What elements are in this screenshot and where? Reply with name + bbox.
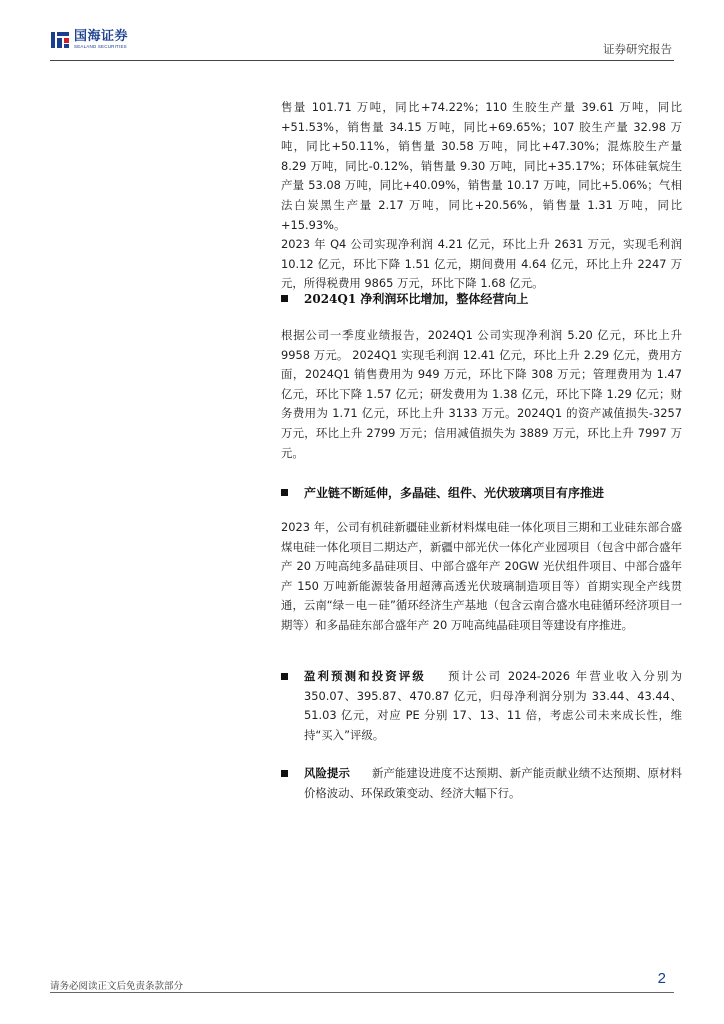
logo-chinese-name: 国海证券 — [74, 29, 129, 45]
section-industry-content — [281, 518, 682, 636]
section-title: 2024Q1 净利润环比增加，整体经营向上 — [304, 292, 529, 306]
section-heading-industry-chain — [281, 484, 604, 501]
company-logo — [50, 30, 128, 50]
risk-text: 新产能建设进度不达预期、新产能贡献业绩不达预期、原材料价格波动、环保政策变动、经济大幅下行。 — [304, 766, 682, 800]
q1-results-paragraph: 根据公司一季度业绩报告，2024Q1 公司实现净利润 5.20 亿元，环比上升 9958 万元。 2024Q1 实现毛利润 12.41 亿元，环比上升 2.29 亿元，费用方面，2024Q1 销售费用为 949 万元，环比下降 308 万元；管理费用为 1.47 亿元，环比下降 1.57 亿元；研发费用为 1.38 亿元，环比下降 1.29 亿元；财务费用为 1.71 亿元，环比上升 3133 万元。2024Q1 的资产减值损失-3257 万元，环比上升 2799 万元；信用减值损失为 3889 万元，环比上升 7997 万元。 — [281, 328, 682, 460]
header-divider — [50, 60, 674, 61]
section-q1-content — [281, 326, 682, 463]
production-sales-paragraph: 售量 101.71 万吨，同比+74.22%；110 生胶生产量 39.61 万吨，同比+51.53%，销售量 34.15 万吨，同比+69.65%；107 胶生产量 32.98 万吨，同比+50.11%，销售量 30.58 万吨，同比+47.30%；混炼胶生产量 8.29 万吨，同比-0.12%，销售量 9.30 万吨，同比+35.17%；环体硅氧烷生产量 53.08 万吨，同比+40.09%，销售量 10.17 万吨，同比+5.06%；气相法白炭黑生产量 2.17 万吨，同比+20.56%，销售量 1.31 万吨，同比+15.93%。 — [281, 100, 682, 232]
footer-disclaimer: 请务必阅读正文后免责条款部分 — [50, 981, 184, 992]
intro-content — [281, 98, 682, 294]
forecast-text: 预计公司 2024-2026 年营业收入分别为 350.07、395.87、470.87 亿元，归母净利润分别为 33.44、43.44、51.03 亿元，对应 PE 分别 17、13、11 倍，考虑公司未来成长性，维持“买入”评级。 — [304, 669, 682, 742]
section-heading-q1 — [281, 290, 528, 307]
page-header — [0, 0, 724, 62]
bullet-square-icon — [281, 489, 288, 496]
footer-divider — [50, 992, 674, 993]
forecast-title: 盈利预测和投资评级 — [304, 669, 426, 683]
document-type-label: 证券研究报告 — [603, 42, 672, 56]
logo-english-name: SEALAND SECURITIES — [74, 44, 127, 50]
sealand-logo-icon — [50, 30, 70, 50]
projects-paragraph: 2023 年，公司有机硅新疆硅业新材料煤电硅一体化项目三期和工业硅东部合盛煤电硅一体化项目二期达产，新疆中部光伏一体化产业园项目（包含中部合盛年产 20 万吨高纯多晶硅项目、中部合盛年产 20GW 光伏组件项目、中部合盛年产 150 万吨新能源装备用超薄高透光伏玻璃制造项目等）首期实现全产线贯通，云南“绿－电－硅”循环经济生产基地（包含云南合盛水电硅循环经济项目一期等）和多晶硅东部合盛年产 20 万吨高纯晶硅项目等建设有序推进。 — [281, 520, 682, 632]
section-title: 产业链不断延伸，多晶硅、组件、光伏玻璃项目有序推进 — [304, 486, 605, 500]
risk-block — [281, 764, 682, 803]
bullet-square-icon — [281, 295, 288, 302]
forecast-block — [281, 667, 682, 745]
bullet-square-icon — [281, 673, 288, 680]
q4-results-paragraph: 2023 年 Q4 公司实现净利润 4.21 亿元，环比上升 2631 万元，实现毛利润 10.12 亿元，环比下降 1.51 亿元，期间费用 4.64 亿元，环比上升 2247 万元，所得税费用 9865 万元，环比下降 1.68 亿元。 — [281, 237, 682, 291]
bullet-square-icon — [281, 770, 288, 777]
page-number: 2 — [657, 970, 666, 987]
risk-title: 风险提示 — [304, 766, 350, 780]
